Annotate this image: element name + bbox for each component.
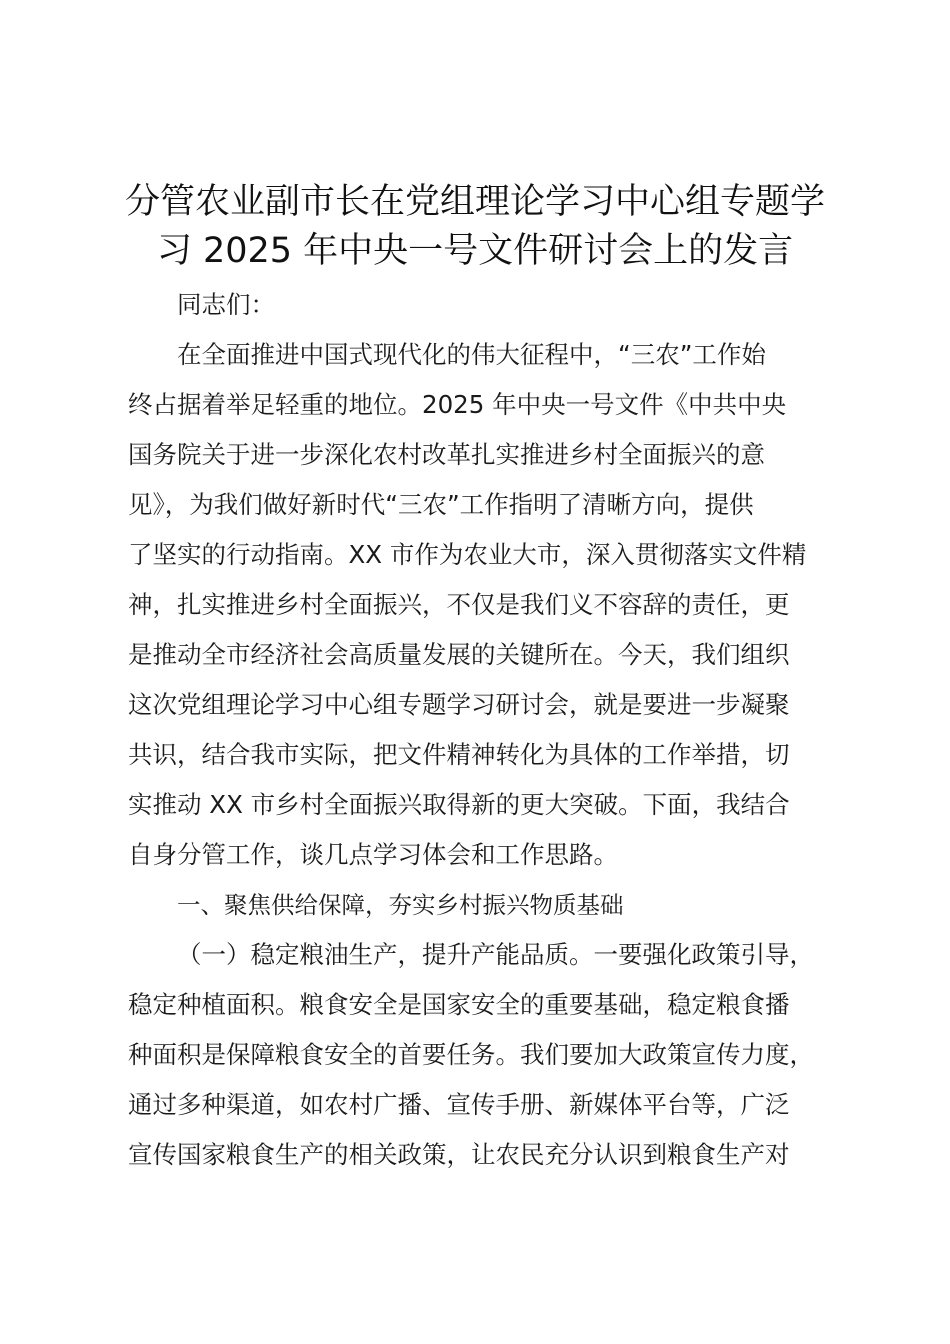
title-line-1: 分管农业副市长在党组理论学习中心组专题学	[124, 182, 825, 222]
paragraph-line: 终占据着举足轻重的地位。2025 年中央一号文件《中共中央	[128, 390, 787, 419]
document-body	[128, 280, 856, 1180]
paragraph-line: 在全面推进中国式现代化的伟大征程中，“三农”工作始	[177, 340, 766, 369]
paragraph-line: 宣传国家粮食生产的相关政策，让农民充分认识到粮食生产对	[128, 1140, 790, 1169]
paragraph-line: 稳定种植面积。粮食安全是国家安全的重要基础，稳定粮食播	[128, 990, 790, 1019]
paragraph-line: 神，扎实推进乡村全面振兴，不仅是我们义不容辞的责任，更	[128, 590, 790, 619]
paragraph-line: 国务院关于进一步深化农村改革扎实推进乡村全面振兴的意	[128, 440, 765, 469]
paragraph-grain-production	[128, 930, 856, 1180]
paragraph-line: 了坚实的行动指南。XX 市作为农业大市，深入贯彻落实文件精	[128, 540, 807, 569]
paragraph-line: 实推动 XX 市乡村全面振兴取得新的更大突破。下面，我结合	[128, 790, 790, 819]
paragraph-line: （一）稳定粮油生产，提升产能品质。一要强化政策引导，	[177, 940, 814, 969]
paragraph-introduction	[128, 330, 856, 880]
paragraph-line: 见》，为我们做好新时代“三农”工作指明了清晰方向，提供	[128, 490, 754, 519]
section-heading: 一、聚焦供给保障，夯实乡村振兴物质基础	[177, 891, 624, 919]
paragraph-line: 这次党组理论学习中心组专题学习研讨会，就是要进一步凝聚	[128, 690, 790, 719]
paragraph-line: 共识，结合我市实际，把文件精神转化为具体的工作举措，切	[128, 740, 790, 769]
document-title	[100, 178, 850, 276]
paragraph-line: 种面积是保障粮食安全的首要任务。我们要加大政策宣传力度，	[128, 1040, 814, 1069]
title-line-2: 习 2025 年中央一号文件研讨会上的发言	[156, 231, 794, 271]
paragraph-line: 自身分管工作，谈几点学习体会和工作思路。	[128, 840, 618, 869]
salutation: 同志们：	[177, 290, 275, 319]
paragraph-line: 通过多种渠道，如农村广播、宣传手册、新媒体平台等，广泛	[128, 1090, 790, 1119]
paragraph-line: 是推动全市经济社会高质量发展的关键所在。今天，我们组织	[128, 640, 790, 669]
